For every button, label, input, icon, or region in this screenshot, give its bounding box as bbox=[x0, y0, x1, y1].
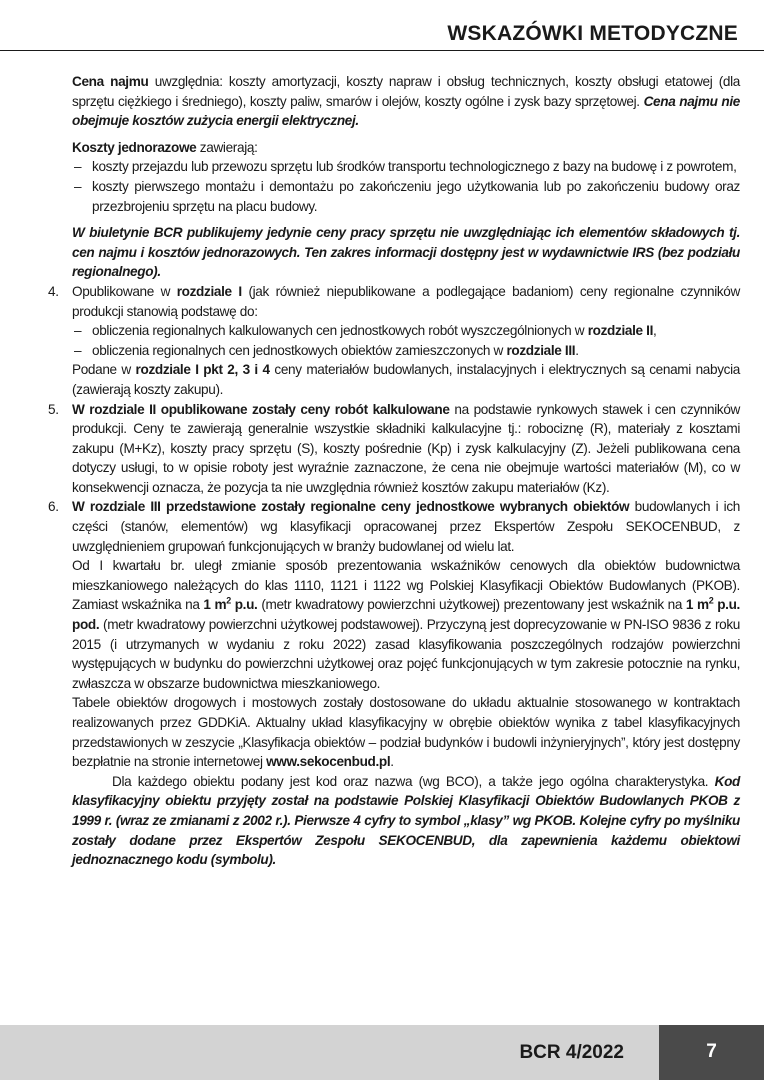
paragraph-tabele bbox=[48, 693, 740, 771]
item-number: 6. bbox=[48, 499, 59, 515]
unit-m: 1 m bbox=[685, 597, 709, 613]
numbered-item-4 bbox=[48, 282, 740, 321]
dash-bullet: – bbox=[74, 342, 82, 358]
unit-label bbox=[203, 597, 257, 612]
text: Podane w bbox=[72, 362, 136, 378]
bold-ref: rozdziale II bbox=[587, 323, 653, 339]
page-number: 7 bbox=[706, 1041, 717, 1062]
text: . bbox=[390, 754, 394, 770]
numbered-item-6 bbox=[48, 497, 740, 556]
note-bold-italic: Cena najmu nie obejmuje kosztów zużycia energii elektrycznej. bbox=[72, 93, 740, 129]
dash-bullet: – bbox=[74, 323, 82, 339]
bold-lead: W rozdziale III przedstawione zostały regionalne ceny jednostkowe wybranych obiektów bbox=[72, 499, 630, 515]
footer-band bbox=[0, 1025, 764, 1080]
bold-lead: W rozdziale II opublikowane zostały ceny robót kalkulowane bbox=[72, 401, 450, 417]
footer-issue-label: BCR 4/2022 bbox=[519, 1042, 624, 1063]
paragraph-podane-ceny bbox=[48, 360, 740, 399]
unit-exponent: 2 bbox=[226, 595, 231, 606]
text: Od I kwartału br. uległ zmianie sposób prezentowania wskaźników cenowych dla obiektów budownictwa mieszkaniowego należących do klas 1110, 1121 i 1122 wg Polskiej Klasyfikacji Obiektów Budowlanych (PKOB). Zamiast wskaźnika na bbox=[72, 558, 740, 613]
unit-suffix: p.u. bbox=[230, 597, 258, 613]
text: na podstawie rynkowych stawek i cen czynników produkcji. Ceny te zawierają generalnie wszystkie składniki kalkulacyjne tj.: robociznę (R), materiały z kosztami zakupu (M+Kz), koszty pracy sprzętu (S), koszty pośrednie (Kp) i zysk kalkulacyjny (Z). Jeżeli publikowana cena dotyczy usługi, to w opisie roboty jest wyraźnie zaznaczone, że cena nie obejmuje wartości materiałów (M), co w konsekwencji oznacza, że pozycja ta nie uwzględnia również kosztów zakupu materiałów (Kz). bbox=[72, 401, 740, 495]
paragraph-wskazniki bbox=[48, 556, 740, 693]
text: Dla każdego obiektu podany jest kod oraz nazwa (wg BCO), a także jego ogólna charakterystyka. bbox=[112, 773, 715, 789]
page-header-title: WSKAZÓWKI METODYCZNE bbox=[447, 22, 738, 45]
text: (jak również niepublikowane a podlegające badaniom) ceny regionalne czynników produkcji stanowią podstawę do: bbox=[72, 283, 740, 319]
note-bold-italic: Kod klasyfikacyjny obiektu przyjęty został na podstawie Polskiej Klasyfikacji Obiektów Budowlanych PKOB z 1999 r. (wraz ze zmianami z 2002 r.). Pierwsze 4 cyfry to symbol „klasy” wg PKOB. Kolejne cyfry po myślniku zostały dodane przez Ekspertów Zespołu SEKOCENBUD, dla zapewnienia każdemu obiektowi jednoznacznego kodu (symbolu). bbox=[72, 773, 740, 868]
text: (metr kwadratowy powierzchni użytkowej) prezentowany jest wskaźnik na bbox=[257, 597, 686, 613]
text: uwzględnia: koszty amortyzacji, koszty napraw i obsług technicznych, koszty obsługi etatowej (dla sprzętu ciężkiego i średniego), koszty paliw, smarów i olejów, koszty ogólne i zysk bazy sprzętowej. bbox=[72, 74, 740, 109]
text: obliczenia regionalnych cen jednostkowych obiektów zamieszczonych w bbox=[92, 342, 507, 358]
text: Tabele obiektów drogowych i mostowych zostały dostosowane do układu aktualnie stosowanego w kontraktach realizowanych przez GDDKiA. Aktualny układ klasyfikacyjny w obrębie obiektów wynika z tabel klasyfikacyjnych przedstawionych w zeszycie „Klasyfikacja obiektów – podział budynków i budowli inżynieryjnych”, który jest dostępny bezpłatnie na stronie internetowej bbox=[72, 695, 740, 770]
list-item bbox=[48, 177, 740, 216]
term-cena-najmu: Cena najmu bbox=[72, 74, 149, 89]
text: obliczenia regionalnych kalkulowanych cen jednostkowych robót wyszczególnionych w bbox=[92, 323, 588, 339]
text: . bbox=[575, 342, 579, 358]
text: koszty przejazdu lub przewozu sprzętu lub środków transportu technologicznego z bazy na budowę i z powrotem, bbox=[92, 159, 737, 175]
text: koszty pierwszego montażu i demontażu po zakończeniu jego użytkowania lub po zakończeniu budowy oraz przezbrojeniu sprzętu na placu budowy. bbox=[92, 178, 740, 214]
page-content bbox=[48, 72, 740, 870]
unit-m: 1 m bbox=[203, 597, 227, 613]
unit-suffix: p.u. pod. bbox=[72, 597, 740, 633]
paragraph-cena-najmu bbox=[48, 72, 740, 131]
website-link[interactable]: www.sekocenbud.pl bbox=[266, 754, 391, 770]
bold-ref: rozdziale I pkt 2, 3 i 4 bbox=[135, 362, 270, 378]
paragraph-kod bbox=[48, 772, 740, 870]
text: zawierają: bbox=[196, 139, 258, 155]
bold-ref: rozdziale III bbox=[506, 342, 576, 358]
text: (metr kwadratowy powierzchni użytkowej podstawowej). Przyczyną jest doprecyzowanie w PN-ISO 9836 z roku 2015 (i utrzymanych w wydaniu z roku 2022) zasad klasyfikowania poszczególnych rodzajów powierzchni występujących w budynku do powierzchni użytkowej oraz pojęć funkcjonujących w tym zakresie potocznie na rynku, zwłaszcza w obszarze budownictwa mieszkaniowego. bbox=[72, 617, 740, 691]
paragraph-koszty-jednorazowe bbox=[48, 138, 740, 158]
header-divider bbox=[0, 50, 764, 51]
unit-exponent: 2 bbox=[708, 595, 714, 606]
text: ceny materiałów budowlanych, instalacyjnych i elektrycznych są cenami nabycia (zawierają koszty zakupu). bbox=[72, 362, 741, 397]
text: Opublikowane w bbox=[72, 283, 177, 299]
bold-ref: rozdziale I bbox=[176, 283, 242, 299]
numbered-item-5 bbox=[48, 400, 740, 498]
dash-bullet: – bbox=[74, 178, 82, 194]
term-koszty-jednorazowe: Koszty jednorazowe bbox=[72, 139, 197, 155]
text: budowlanych i ich części (stanów, elementów) wg klasyfikacji opracowanej przez Ekspertów Zespołu SEKOCENBUD, z uwzględnieniem grupowań funkcjonujących w branży budowlanej od wielu lat. bbox=[72, 499, 740, 554]
dash-bullet: – bbox=[74, 159, 82, 175]
list-item bbox=[48, 321, 740, 341]
list-item bbox=[48, 157, 740, 177]
text: , bbox=[653, 323, 657, 339]
paragraph-biuletyn-note: W biuletynie BCR publikujemy jedynie ceny pracy sprzętu nie uwzględniając ich elementów składowych tj. cen najmu i kosztów jednorazowych. Ten zakres informacji dostępny jest w wydawnictwie IRS (bez podziału regionalnego). bbox=[72, 225, 740, 280]
item-number: 5. bbox=[48, 401, 59, 417]
item-number: 4. bbox=[48, 283, 59, 299]
list-item bbox=[48, 341, 740, 361]
